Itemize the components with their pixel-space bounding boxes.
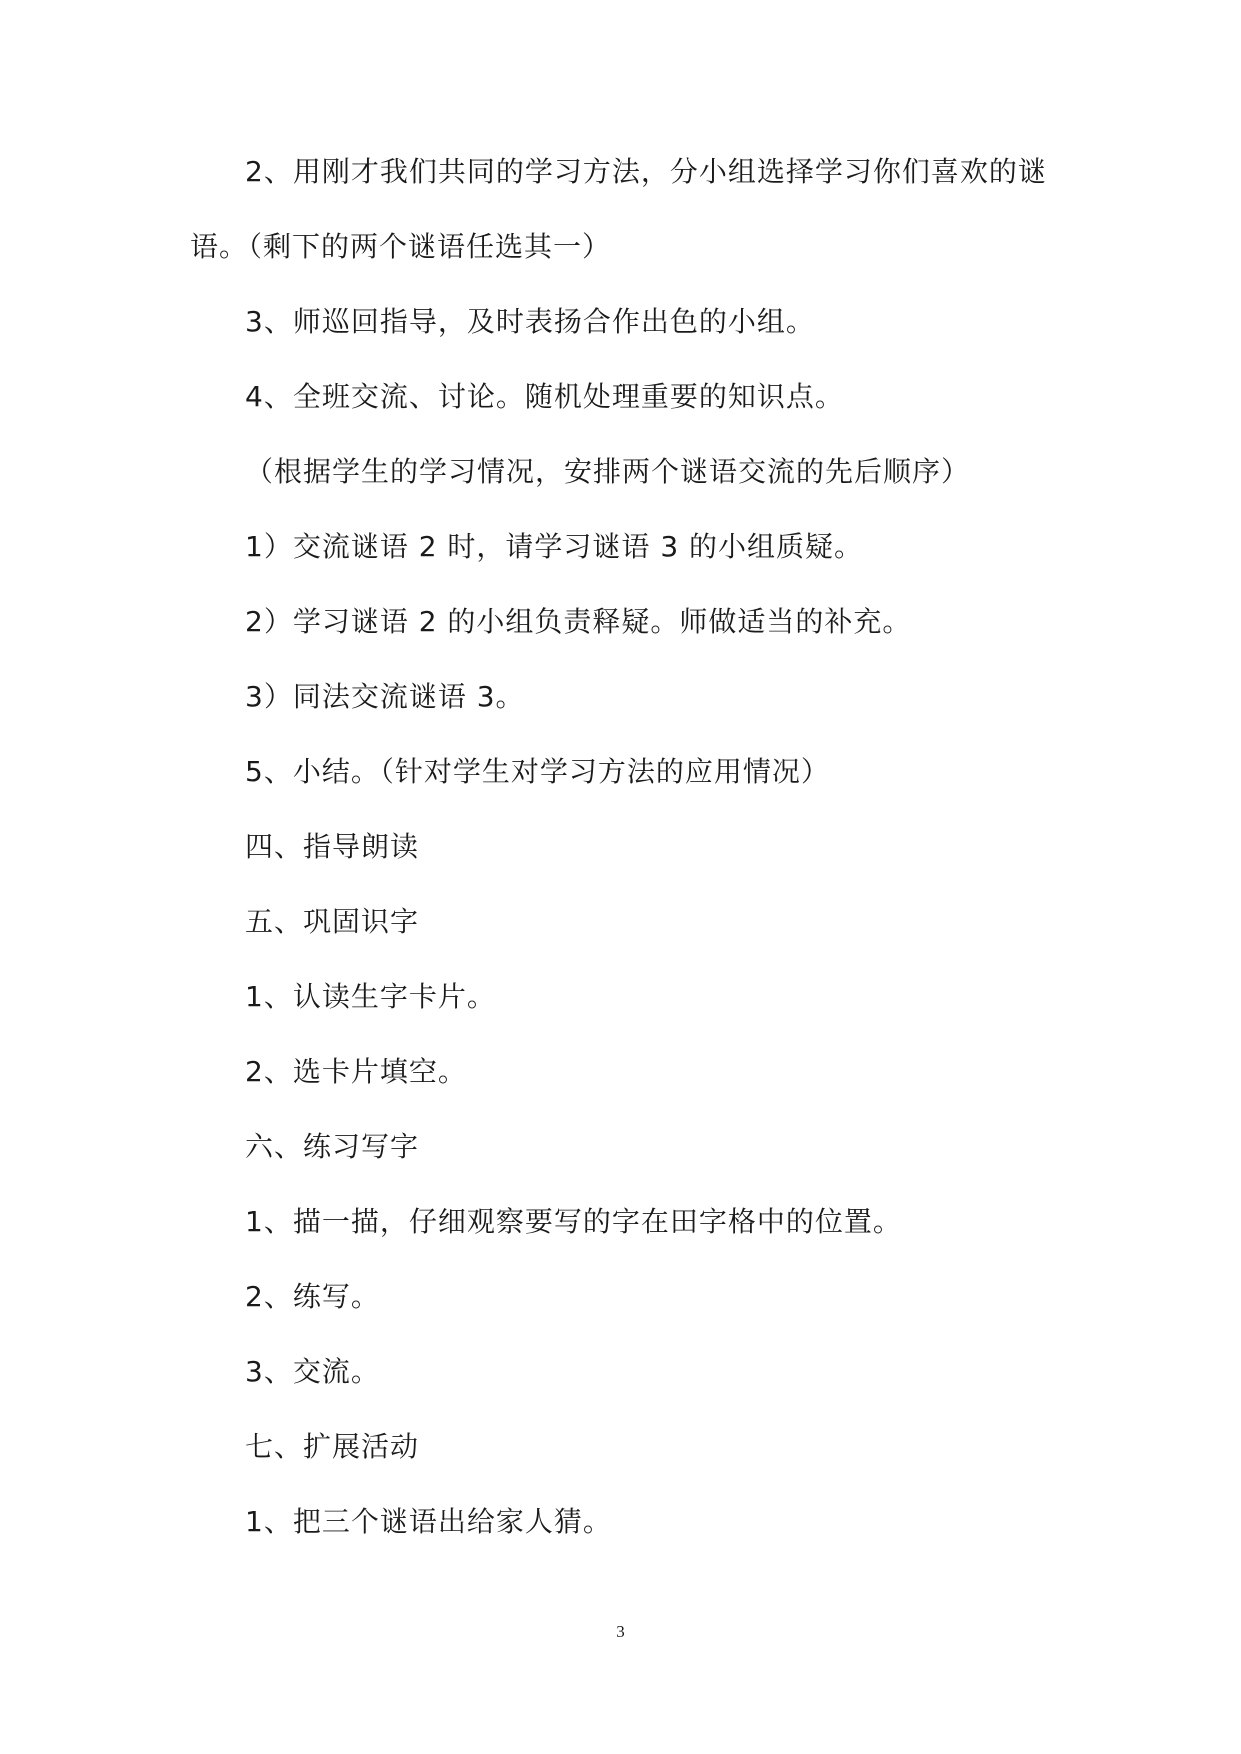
page-number: 3 bbox=[616, 1622, 625, 1641]
section-heading: 六、练习写字 bbox=[245, 1130, 420, 1163]
paragraph-line: 2、用刚才我们共同的学习方法，分小组选择学习你们喜欢的谜 bbox=[245, 155, 1047, 188]
paragraph-line: 3、交流。 bbox=[245, 1355, 380, 1388]
paragraph-line: 5、小结。（针对学生对学习方法的应用情况） bbox=[245, 755, 830, 788]
paragraph-line: 2、练写。 bbox=[245, 1280, 380, 1313]
paragraph-line: 2）学习谜语 2 的小组负责释疑。师做适当的补充。 bbox=[245, 605, 912, 638]
paragraph-line: 3、师巡回指导，及时表扬合作出色的小组。 bbox=[245, 305, 815, 338]
paragraph-line: 1、把三个谜语出给家人猜。 bbox=[245, 1505, 612, 1538]
paragraph-line: 2、选卡片填空。 bbox=[245, 1055, 467, 1088]
section-heading: 五、巩固识字 bbox=[245, 905, 420, 938]
paragraph-line: 1）交流谜语 2 时，请学习谜语 3 的小组质疑。 bbox=[245, 530, 864, 563]
paragraph-line: 4、全班交流、讨论。随机处理重要的知识点。 bbox=[245, 380, 844, 413]
paragraph-line: （根据学生的学习情况，安排两个谜语交流的先后顺序） bbox=[245, 455, 971, 488]
section-heading: 七、扩展活动 bbox=[245, 1430, 420, 1463]
paragraph-line: 3）同法交流谜语 3。 bbox=[245, 680, 525, 713]
paragraph-line: 1、描一描，仔细观察要写的字在田字格中的位置。 bbox=[245, 1205, 902, 1238]
paragraph-line: 语。（剩下的两个谜语任选其一） bbox=[190, 230, 612, 263]
section-heading: 四、指导朗读 bbox=[245, 830, 420, 863]
paragraph-line: 1、认读生字卡片。 bbox=[245, 980, 496, 1013]
